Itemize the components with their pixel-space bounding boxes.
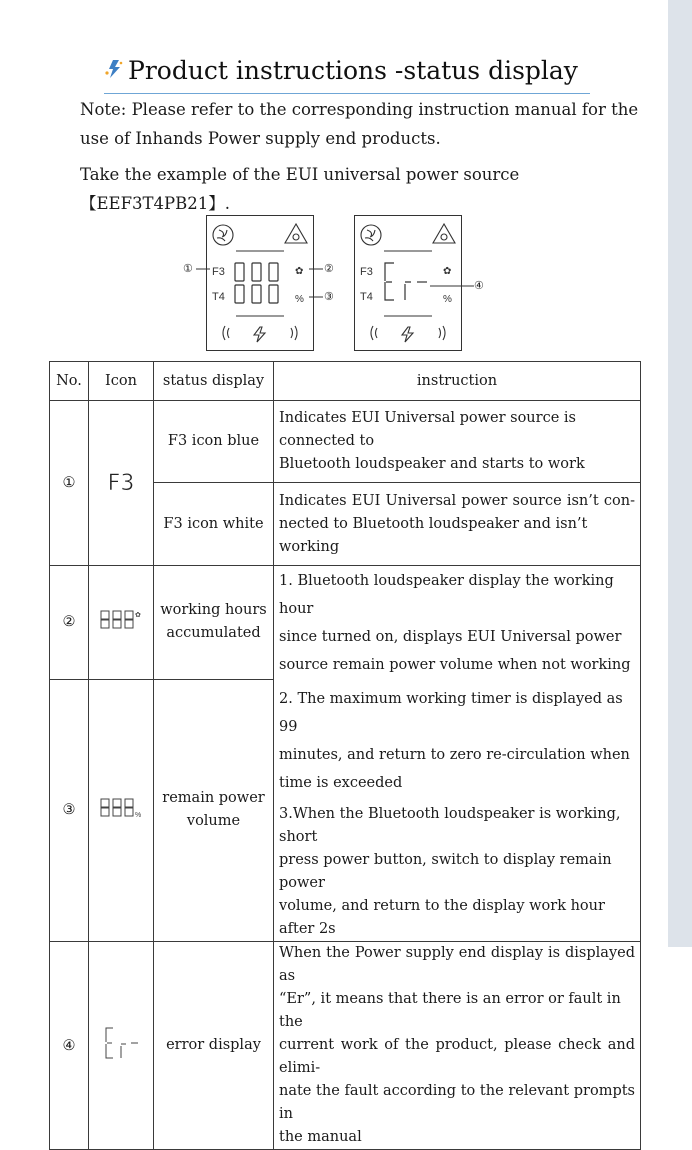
table-row [50, 566, 641, 680]
example-line-2: 【EEF3T4PB21】. [80, 194, 231, 213]
row-number: ④ [50, 942, 89, 1150]
page-title: Product instructions -status display [128, 56, 578, 85]
svg-text:✿: ✿ [443, 266, 452, 277]
label-f3: F3 [212, 266, 225, 278]
svg-text:%: % [443, 294, 452, 305]
table-row [50, 401, 641, 483]
label-t4: T4 [212, 291, 225, 303]
table-row [50, 942, 641, 1150]
status-cell: working hours accumulated [154, 566, 274, 680]
svg-text:%: % [135, 812, 142, 820]
display-panel-normal [206, 215, 314, 351]
callout-4-line [430, 285, 474, 287]
status-cell: error display [154, 942, 274, 1150]
scrollbar-track[interactable] [668, 0, 692, 947]
callout-3: ③ [324, 290, 334, 303]
instruction-cell: Indicates EUI Universal power source is connected to Bluetooth loudspeaker and starts to work [274, 401, 641, 483]
svg-text:✿: ✿ [135, 611, 141, 620]
f3-icon: F3 [89, 401, 154, 566]
instruction-cell: 1. Bluetooth loudspeaker display the working hour since turned on, displays EUI Universal power source remain power volume when not working [274, 566, 641, 680]
row-number: ③ [50, 679, 89, 942]
error-er-icon [89, 942, 154, 1150]
digit-88-fan-icon [89, 566, 154, 680]
header-icon: Icon [89, 362, 154, 401]
svg-text:F3: F3 [360, 266, 373, 278]
display-panel-error [354, 215, 462, 351]
example-line-1: Take the example of the EUI universal power source [80, 165, 520, 184]
instruction-cell: Indicates EUI Universal power source isn’t con- nected to Bluetooth loudspeaker and isn’t working [274, 483, 641, 566]
status-cell: F3 icon blue [154, 401, 274, 483]
callout-3-line [309, 296, 323, 298]
title-underline [104, 93, 590, 94]
digit-88-percent-icon [89, 679, 154, 942]
bolt-icon [104, 58, 124, 80]
status-cell: remain power volume [154, 679, 274, 942]
note-line-1: Note: Please refer to the corresponding instruction manual for the [80, 100, 639, 119]
status-cell: F3 icon white [154, 483, 274, 566]
header-status: status display [154, 362, 274, 401]
status-table [49, 361, 641, 1150]
callout-1: ① [183, 262, 193, 275]
svg-text:T4: T4 [360, 291, 373, 303]
header-instruction: instruction [274, 362, 641, 401]
percent-mark: % [295, 294, 304, 305]
note-line-2: use of Inhands Power supply end products. [80, 129, 441, 148]
row-number: ② [50, 566, 89, 680]
instruction-cell: 2. The maximum working timer is displayed as 99 minutes, and return to zero re-circulation when time is exceeded 3.When the Bluetooth loudspeaker is working, short press power button, switch to display remain power volume, and return to the display work hour after 2s [274, 679, 641, 942]
table-row [50, 679, 641, 942]
header-no: No. [50, 362, 89, 401]
instruction-cell: When the Power supply end display is displayed as “Er”, it means that there is an error or fault in the current work of the product, please check and elimi- nate the fault according to the relevant prompts in the manual [274, 942, 641, 1150]
callout-4: ④ [474, 279, 484, 292]
section-title [104, 56, 592, 94]
row-number: ① [50, 401, 89, 566]
callout-2-line [309, 268, 323, 270]
svg-text:✿: ✿ [295, 266, 304, 277]
callout-1-line [196, 268, 210, 270]
callout-2: ② [324, 262, 334, 275]
table-header-row [50, 362, 641, 401]
